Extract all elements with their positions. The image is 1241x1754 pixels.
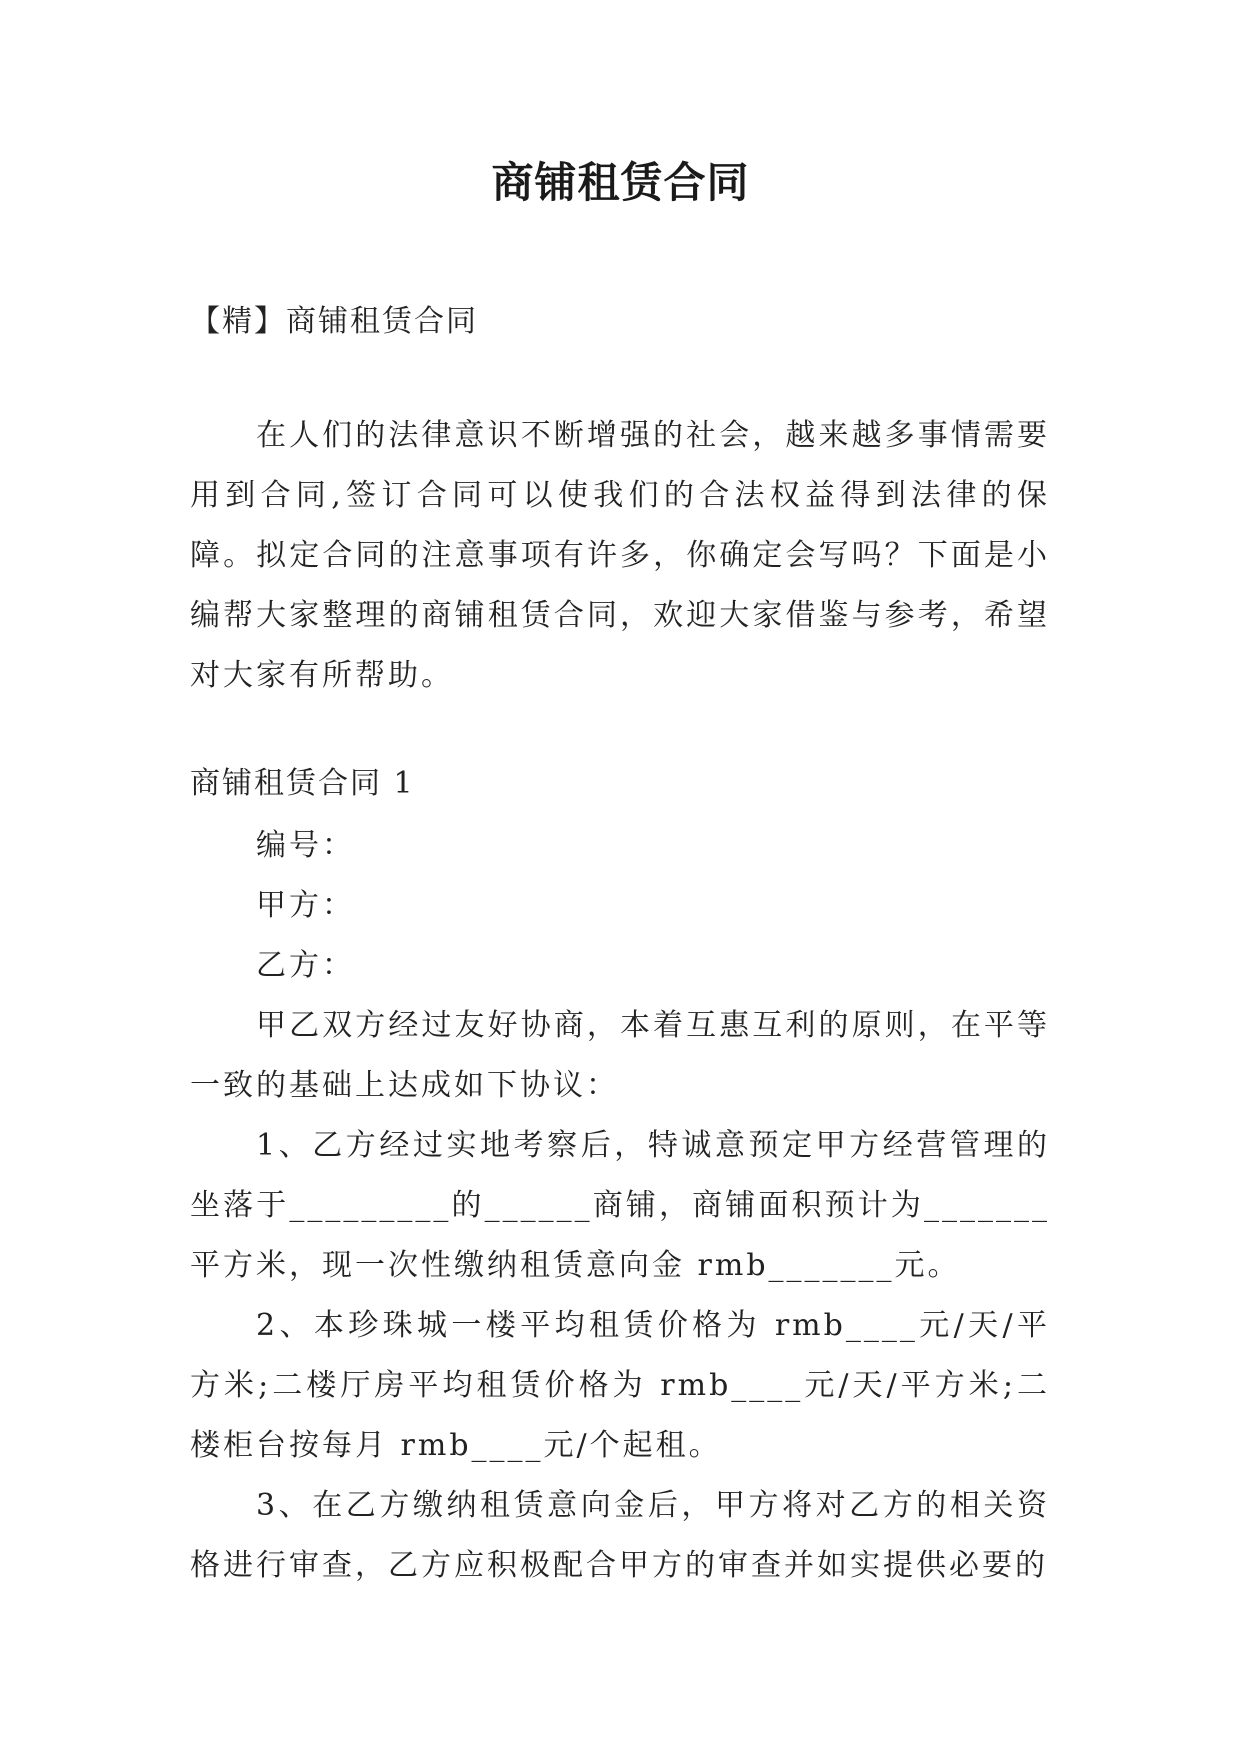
- contract-paragraph: 甲乙双方经过友好协商，本着互惠互利的原则，在平等一致的基础上达成如下协议：: [190, 1008, 1050, 1103]
- contract-paragraph: 2、本珍珠城一楼平均租赁价格为 rmb____元/天/平方米;二楼厅房平均租赁价格为 rmb____元/天/平方米;二楼柜台按每月 rmb____元/个起租。: [190, 1308, 1050, 1463]
- contract-paragraph: 3、在乙方缴纳租赁意向金后，甲方将对乙方的相关资格进行审查，乙方应积极配合甲方的审查并如实提供必要的: [190, 1488, 1050, 1583]
- field-party-b: 乙方：: [256, 948, 355, 983]
- contract-paragraph: 1、乙方经过实地考察后，特诚意预定甲方经营管理的坐落于_________的______商铺，商铺面积预计为_______平方米，现一次性缴纳租赁意向金 rmb_______元。: [190, 1128, 1050, 1283]
- section-title: 商铺租赁合同 1: [190, 766, 415, 801]
- document-title: 商铺租赁合同: [491, 158, 750, 207]
- contract-body: [190, 816, 1050, 1596]
- intro-paragraph: 在人们的法律意识不断增强的社会，越来越多事情需要用到合同,签订合同可以使我们的合法权益得到法律的保障。拟定合同的注意事项有许多，你确定会写吗？下面是小编帮大家整理的商铺租赁合同，欢迎大家借鉴与参考，希望对大家有所帮助。: [190, 418, 1050, 693]
- document-subtitle: 【精】商铺租赁合同: [190, 304, 478, 339]
- field-party-a: 甲方：: [256, 888, 355, 923]
- field-number: 编号：: [256, 828, 355, 863]
